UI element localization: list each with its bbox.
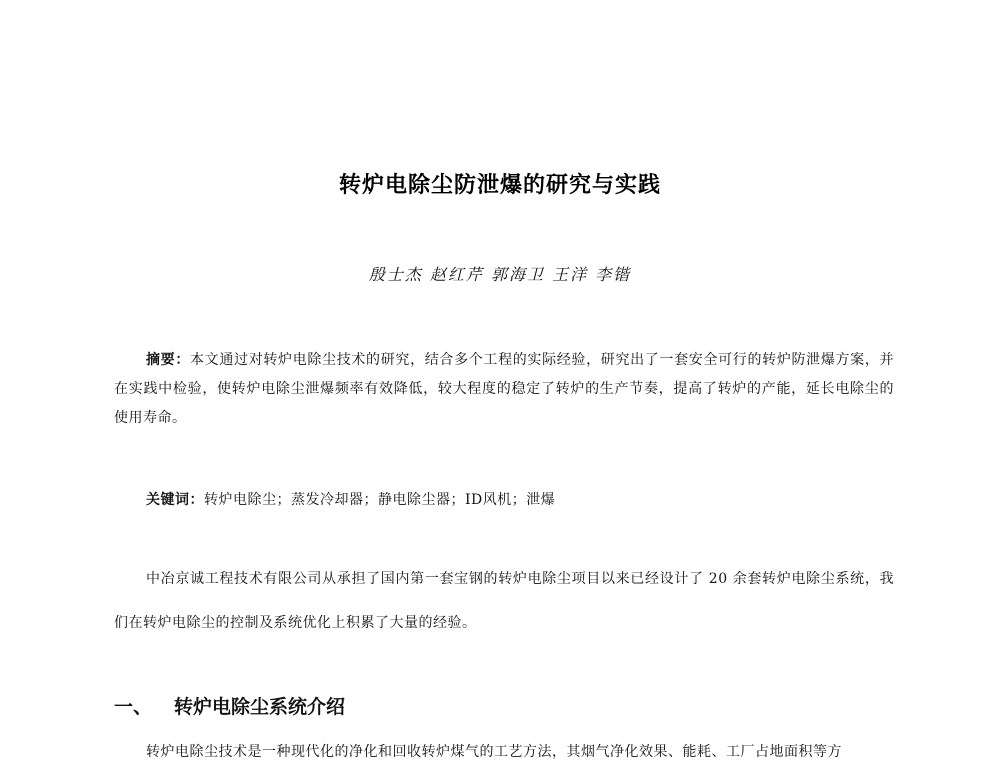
intro-paragraph: 中冶京诚工程技术有限公司从承担了国内第一套宝钢的转炉电除尘项目以来已经设计了 20 余套转炉电除尘系统，我们在转炉电除尘的控制及系统优化上积累了大量的经验。 [114, 571, 894, 631]
keywords-paragraph [114, 486, 894, 515]
author-list: 殷士杰 赵红芹 郭海卫 王洋 李锴 [368, 265, 632, 284]
section1-body-paragraph: 转炉电除尘技术是一种现代化的净化和回收转炉煤气的工艺方法，其烟气净化效果、能耗、工厂占地面积等方 [146, 744, 842, 760]
document-title: 转炉电除尘防泄爆的研究与实践 [338, 173, 661, 198]
section-number: 一、 [114, 696, 153, 718]
abstract-paragraph [114, 346, 894, 433]
abstract-text: 本文通过对转炉电除尘技术的研究，结合多个工程的实际经验，研究出了一套安全可行的转炉防泄爆方案，并在实践中检验，使转炉电除尘泄爆频率有效降低，较大程度的稳定了转炉的生产节奏，提高了转炉的产能，延长电除尘的使用寿命。 [114, 352, 895, 426]
section-heading-1 [114, 692, 345, 719]
section-title: 转炉电除尘系统介绍 [174, 696, 346, 718]
abstract-label: 摘要： [146, 352, 191, 368]
keywords-label: 关键词： [146, 492, 204, 508]
keywords-text: 转炉电除尘；蒸发冷却器；静电除尘器；ID风机；泄爆 [204, 492, 556, 508]
